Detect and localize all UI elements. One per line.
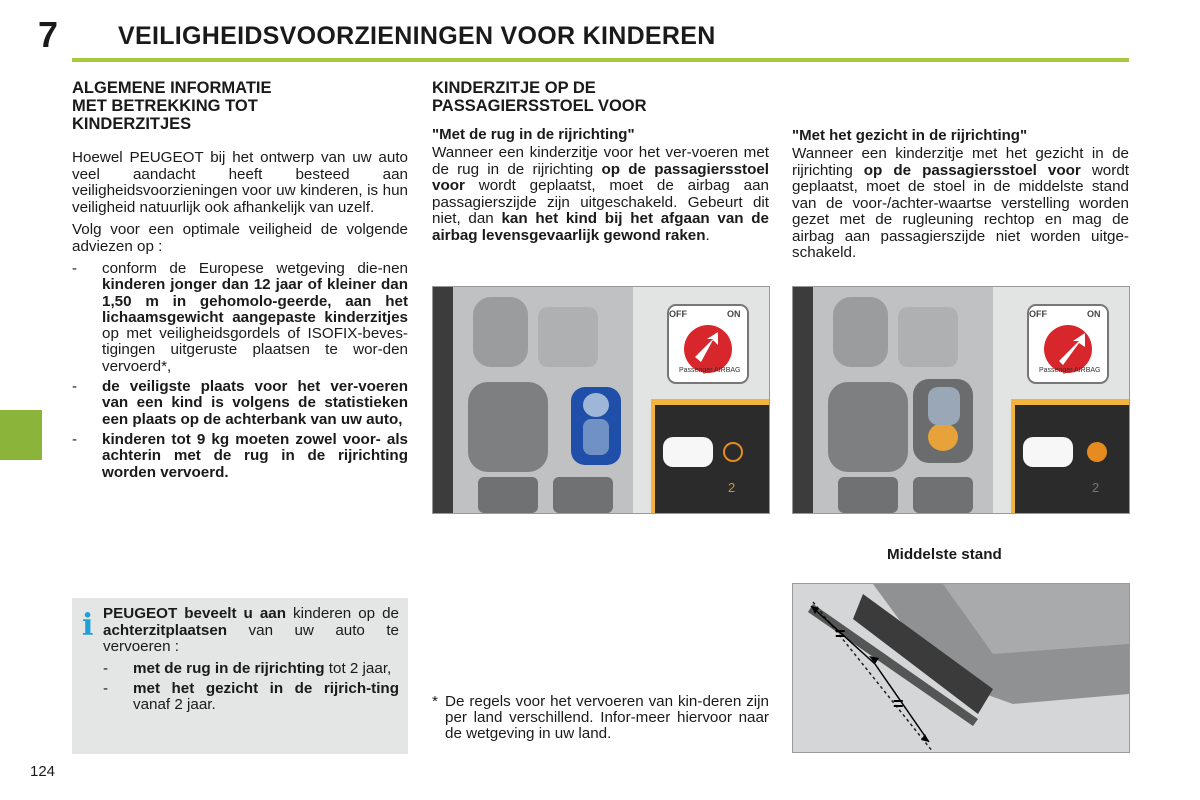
chapter-side-tab: [0, 410, 42, 460]
intro-paragraph: Hoewel PEUGEOT bij het ontwerp van uw auto veel aandacht heeft besteed aan veiligheidsvoorzieningen voor uw kinderen, is hun veiligheid natuurlijk ook afhankelijk van uzelf.: [72, 149, 408, 216]
rear-facing-subheading: "Met de rug in de rijrichting": [432, 126, 635, 143]
seat-rail-illustration: [792, 583, 1130, 753]
svg-text:=: =: [893, 694, 904, 714]
airbag-off-label: OFF: [1029, 309, 1047, 319]
rear-facing-text: Wanneer een kinderzitje voor het ver-voeren met de rug in de rijrichting op de passagiersstoel voor wordt geplaatst, moet de airbag aan passagierszijde zijn uitgeschakeld. Gebeurt dit niet, dan kan het kind bij het afgaan van de airbag levensgevaarlijk gewond raken.: [432, 144, 770, 244]
right-column: [792, 127, 1129, 262]
header-divider: [72, 58, 1129, 62]
passenger-airbag-label: Passenger AIRBAG: [1039, 367, 1101, 374]
list-item: - conform de Europese wetgeving die-nen kinderen jonger dan 12 jaar of kleiner dan 1,50 m in gehomolo-geerde, aan het lichaamsgewicht aangepaste kinderzitjes op met veiligheidsgordels of ISOFIX-beves-tigingen uitgeruste plaatsen te wor-den vervoerd*,: [72, 261, 408, 375]
forward-facing-text: Wanneer een kinderzitje met het gezicht in de rijrichting op de passagiersstoel voor wordt geplaatst, moet de stoel in de middelste stand van de voor-/achter-waartse verstelling worden gezet met de rugleuning rechtop en mag de airbag aan passagierszijde niet worden uitge-schakeld.: [792, 145, 1129, 261]
middle-column: [432, 79, 769, 244]
info-lead: PEUGEOT beveelt u aan kinderen op de achterzitplaatsen van uw auto te vervoeren :: [103, 605, 399, 655]
front-seat-heading: KINDERZITJE OP DE PASSAGIERSSTOEL VOOR: [432, 79, 647, 115]
svg-text:2: 2: [1092, 480, 1100, 495]
car-interior-forward-facing: [793, 287, 1129, 513]
svg-text:=: =: [835, 624, 846, 644]
left-column: [72, 79, 408, 481]
airbag-on-label: ON: [727, 309, 741, 319]
seat-rail-diagram: [793, 584, 1129, 752]
list-item: - de veiligste plaats voor het ver-voeren van een kind is volgens de statistieken een plaats op de achterbank van uw auto,: [72, 379, 408, 428]
chapter-number: 7: [38, 14, 59, 55]
footnote-marker: *: [432, 693, 438, 710]
rear-facing-illustration: [432, 286, 770, 514]
airbag-on-label: ON: [1087, 309, 1101, 319]
forward-facing-illustration: [792, 286, 1130, 514]
list-item: - kinderen tot 9 kg moeten zowel voor- als achterin met de rug in de rijrichting worden vervoerd.: [72, 432, 408, 481]
forward-facing-subheading: "Met het gezicht in de rijrichting": [792, 127, 1028, 144]
advice-lead: Volg voor een optimale veiligheid de volgende adviezen op :: [72, 221, 408, 255]
chapter-title: VEILIGHEIDSVOORZIENINGEN VOOR KINDEREN: [118, 22, 716, 50]
advice-list: [72, 261, 408, 481]
info-icon: i: [82, 608, 94, 643]
middle-position-caption: Middelste stand: [887, 546, 1002, 563]
svg-text:2: 2: [728, 480, 736, 495]
airbag-off-label: OFF: [669, 309, 687, 319]
page-number: 124: [30, 763, 56, 780]
info-list: [103, 661, 399, 714]
info-box: [72, 598, 408, 754]
footnote-text: De regels voor het vervoeren van kin-deren zijn per land verschillend. Infor-meer hiervoor naar de wetgeving in uw land.: [445, 693, 769, 742]
footnote: [432, 694, 769, 742]
passenger-airbag-label: Passenger AIRBAG: [679, 367, 741, 374]
car-interior-rear-facing: [433, 287, 769, 513]
list-item: - met de rug in de rijrichting tot 2 jaar,: [103, 661, 399, 677]
general-info-heading: ALGEMENE INFORMATIE MET BETREKKING TOT KINDERZITJES: [72, 79, 272, 133]
list-item: - met het gezicht in de rijrich-ting vanaf 2 jaar.: [103, 681, 399, 714]
